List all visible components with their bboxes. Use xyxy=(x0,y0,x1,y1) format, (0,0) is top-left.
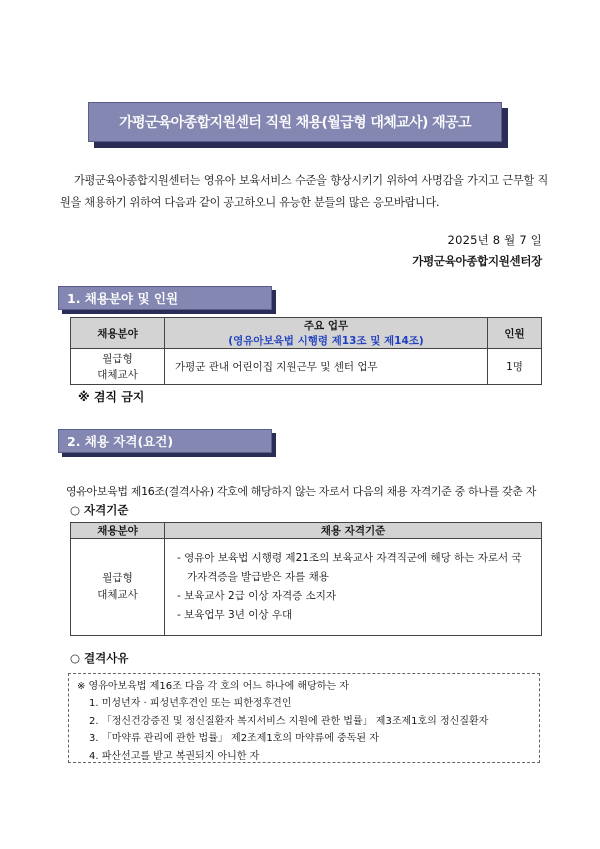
criteria-table xyxy=(70,522,542,636)
intro-paragraph: 가평군육아종합지원센터는 영유아 보육서비스 수준을 향상시키기 위하여 사명감을 가지고 근무할 직원을 채용하기 위하여 다음과 같이 공고하오니 유능한 분들의 많은 응모바랍니다. xyxy=(60,174,548,209)
section2-heading: 2. 채용 자격(요건) xyxy=(58,429,272,453)
section1-banner xyxy=(58,286,276,314)
section1-heading: 1. 채용분야 및 인원 xyxy=(58,286,272,310)
criteria-subheading: ○ 자격기준 xyxy=(70,503,129,517)
criteria-header-standard: 채용 자격기준 xyxy=(165,523,542,539)
table-row xyxy=(71,539,542,636)
header-field: 채용분야 xyxy=(71,318,165,349)
field-line1: 월급형 xyxy=(102,352,133,365)
disqualification-box xyxy=(68,673,540,763)
field-line2: 대체교사 xyxy=(97,368,138,381)
disqualification-item: 3. 「마약류 관리에 관한 법률」 제2조제1호의 마약류에 중독된 자 xyxy=(89,733,379,745)
criteria-item: - 보육업무 3년 이상 우대 xyxy=(177,609,293,621)
announcement-date: 2025년 8 월 7 일 xyxy=(447,233,542,247)
disqualification-intro: ※ 영유아보육법 제16조 다음 각 호의 어느 하나에 해당하는 자 xyxy=(77,681,349,692)
cell-count: 1명 xyxy=(488,349,542,385)
criteria-header-field: 채용분야 xyxy=(71,523,165,539)
header-count: 인원 xyxy=(488,318,542,349)
disqualification-item: 1. 미성년자 · 피성년후견인 또는 피한정후견인 xyxy=(89,698,292,710)
section2-banner xyxy=(58,429,276,457)
criteria-field-line2: 대체교사 xyxy=(97,589,138,601)
announcing-organization: 가평군육아종합지원센터장 xyxy=(412,254,542,268)
title-banner xyxy=(88,102,508,148)
criteria-field-line1: 월급형 xyxy=(102,572,133,584)
disqualification-item: 2. 「정신건강증진 및 정신질환자 복지서비스 지원에 관한 법률」 제3조제1호의 정신질환자 xyxy=(89,715,489,727)
cell-field xyxy=(71,349,165,385)
criteria-item: - 보육교사 2급 이상 자격증 소지자 xyxy=(177,590,337,602)
table-row xyxy=(71,349,542,385)
criteria-item: - 영유아 보육법 시행령 제21조의 보육교사 자격직군에 해당 하는 자로서 국가자격증을 발급받은 자를 채용 xyxy=(177,552,522,583)
header-duty-law: (영유아보육법 시행령 제13조 및 제14조) xyxy=(228,335,424,347)
cell-duty: 가평군 관내 어린이집 지원근무 및 센터 업무 xyxy=(165,349,488,385)
disqualification-item: 4. 파산선고를 받고 복권되지 아니한 자 xyxy=(89,750,260,762)
header-duty-title: 주요 업무 xyxy=(303,320,349,332)
disqualification-subheading: ○ 결격사유 xyxy=(70,651,129,665)
page-title: 가평군육아종합지원센터 직원 채용(월급형 대체교사) 재공고 xyxy=(88,102,502,142)
criteria-cell-standard xyxy=(165,539,542,636)
qualification-paragraph: 영유아보육법 제16조(결격사유) 각호에 해당하지 않는 자로서 다음의 채용 자격기준 중 하나를 갖춘 자 xyxy=(66,485,536,498)
criteria-cell-field xyxy=(71,539,165,636)
header-duty xyxy=(165,318,488,349)
dual-employment-note: ※ 겸직 금지 xyxy=(78,390,145,404)
recruitment-table xyxy=(70,317,542,385)
